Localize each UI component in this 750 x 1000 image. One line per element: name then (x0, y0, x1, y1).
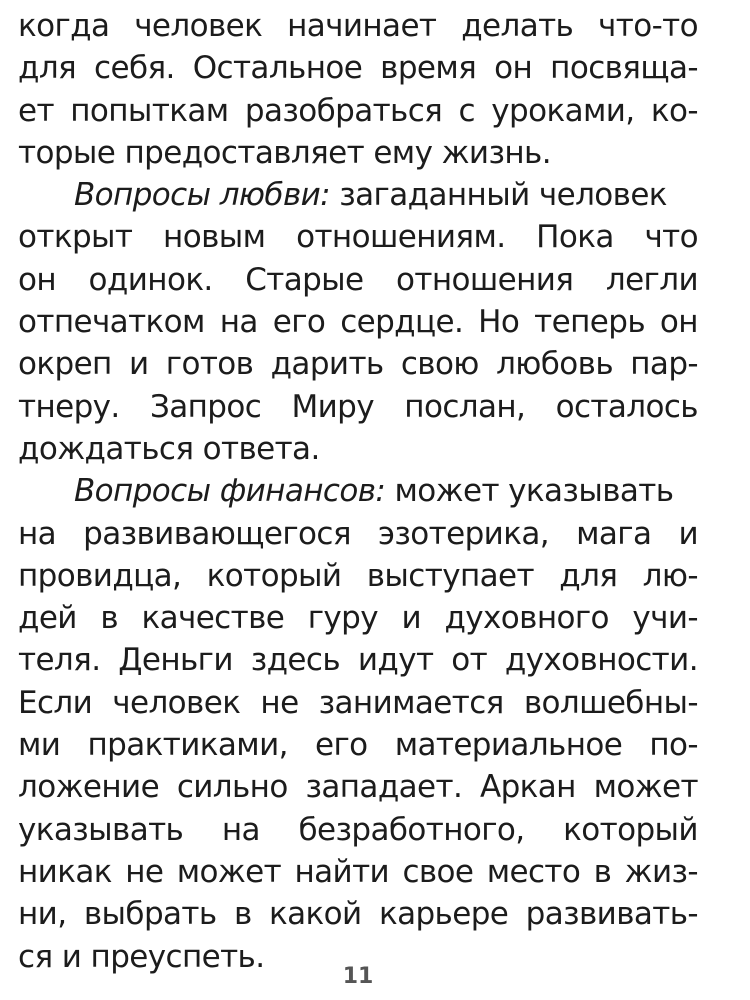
text-line (18, 216, 698, 258)
word: никак (18, 853, 112, 890)
word: ни, (18, 896, 67, 933)
word: занимается (318, 684, 504, 721)
line-text: дождаться ответа. (18, 430, 320, 467)
word: по- (649, 727, 698, 764)
text-line (18, 597, 698, 639)
word: разобраться (244, 92, 443, 129)
word: и (678, 515, 698, 552)
word: место (486, 853, 581, 890)
word: отпечатком (18, 304, 205, 341)
word: ет (18, 92, 54, 129)
word: время (380, 50, 477, 87)
word: теперь (534, 304, 645, 341)
word: мага (576, 515, 652, 552)
word: ко- (650, 92, 698, 129)
word: духовного (444, 600, 609, 637)
word: он (659, 304, 698, 341)
word: учи- (632, 600, 698, 637)
word: на (219, 304, 258, 341)
word: готов (165, 346, 254, 383)
word: Запрос (149, 388, 262, 425)
word: выступает (366, 557, 534, 594)
word: лю- (642, 557, 698, 594)
word: идут (357, 642, 434, 679)
word: практиками, (87, 727, 288, 764)
text-line (18, 90, 698, 132)
lead-continuation: может указывать (394, 473, 674, 510)
word: что-то (598, 8, 698, 44)
text-line (18, 682, 698, 724)
word: одинок. (88, 261, 213, 298)
text-line (18, 5, 698, 47)
word: когда (18, 8, 110, 44)
word: жиз- (624, 853, 698, 890)
text-line (18, 343, 698, 385)
word: может (176, 853, 282, 890)
word: для (559, 557, 618, 594)
word: сильно (176, 769, 288, 806)
section-lead: Вопросы любви: (74, 177, 331, 214)
word: он (494, 50, 533, 87)
word: новым (163, 219, 266, 256)
word: карьере (378, 896, 509, 933)
word: тнеру. (18, 388, 120, 425)
word: Аркан (479, 769, 576, 806)
word: на (18, 515, 57, 552)
word: указывать (18, 811, 184, 848)
word: человек (134, 8, 263, 44)
word: пар- (630, 346, 698, 383)
word: не (260, 684, 299, 721)
text-line (18, 174, 698, 216)
word: для (18, 50, 77, 87)
word: с (458, 92, 475, 129)
word: свое (402, 853, 474, 890)
text-line (18, 639, 698, 681)
word: какой (269, 896, 362, 933)
section-lead: Вопросы финансов: (74, 473, 386, 510)
word: безработного, (298, 811, 525, 848)
word: выбрать (83, 896, 217, 933)
word: человек (112, 684, 241, 721)
word: волшебны- (523, 684, 698, 721)
text-line (18, 132, 698, 174)
word: качестве (141, 600, 285, 637)
word: послан, (404, 388, 526, 425)
word: в (593, 853, 612, 890)
line-text: торые предоставляет ему жизнь. (18, 134, 551, 171)
word: может (593, 769, 698, 806)
word: ложение (18, 769, 160, 806)
text-line (18, 555, 698, 597)
word: и (401, 600, 421, 637)
word: себя. (94, 50, 175, 87)
text-line (18, 301, 698, 343)
text-line (18, 766, 698, 808)
word: ми (18, 727, 61, 764)
word: любовь (496, 346, 613, 383)
text-line (18, 513, 698, 555)
word: его (315, 727, 368, 764)
word: на (221, 811, 260, 848)
word: осталось (555, 388, 698, 425)
word: посвяща- (550, 50, 698, 87)
word: и (128, 346, 149, 383)
word: отношения (396, 261, 574, 298)
body-text (18, 5, 698, 978)
text-line (18, 893, 698, 935)
word: Пока (536, 219, 614, 256)
word: материальное (394, 727, 623, 764)
word: что (644, 219, 698, 256)
word: который (206, 557, 342, 594)
word: от (451, 642, 488, 679)
word: теля. (18, 642, 101, 679)
word: эзотерика, (378, 515, 549, 552)
word: в (100, 600, 118, 637)
word: развивающегося (83, 515, 351, 552)
word: Если (18, 684, 93, 721)
word: дарить (270, 346, 384, 383)
line-text: ся и преуспеть. (18, 938, 265, 975)
word: духовности. (504, 642, 698, 679)
page-number: 11 (342, 964, 374, 989)
word: в (233, 896, 252, 933)
text-line (18, 428, 698, 470)
word: окреп (18, 346, 112, 383)
word: западает. (305, 769, 463, 806)
text-line (18, 47, 698, 89)
word: открыт (18, 219, 133, 256)
word: найти (294, 853, 390, 890)
word: попыткам (70, 92, 229, 129)
word: он (18, 261, 57, 298)
text-line (18, 470, 698, 512)
word: провидца, (18, 557, 182, 594)
word: Остальное (192, 50, 363, 87)
word: здесь (250, 642, 341, 679)
word: делать (461, 8, 574, 44)
word: свою (400, 346, 479, 383)
word: уроками, (491, 92, 635, 129)
word: легли (605, 261, 698, 298)
word: его (272, 304, 326, 341)
text-line (18, 809, 698, 851)
word: который (563, 811, 698, 848)
word: дей (18, 600, 77, 637)
text-line (18, 724, 698, 766)
word: Деньги (118, 642, 233, 679)
word: Миру (291, 388, 375, 425)
word: начинает (287, 8, 437, 44)
word: отношениям. (296, 219, 506, 256)
text-line (18, 851, 698, 893)
word: развивать- (525, 896, 698, 933)
word: Но (478, 304, 520, 341)
text-line (18, 259, 698, 301)
word: не (125, 853, 164, 890)
text-line (18, 386, 698, 428)
word: гуру (307, 600, 378, 637)
word: Старые (245, 261, 364, 298)
word: сердце. (340, 304, 464, 341)
lead-continuation: загаданный человек (339, 177, 667, 214)
